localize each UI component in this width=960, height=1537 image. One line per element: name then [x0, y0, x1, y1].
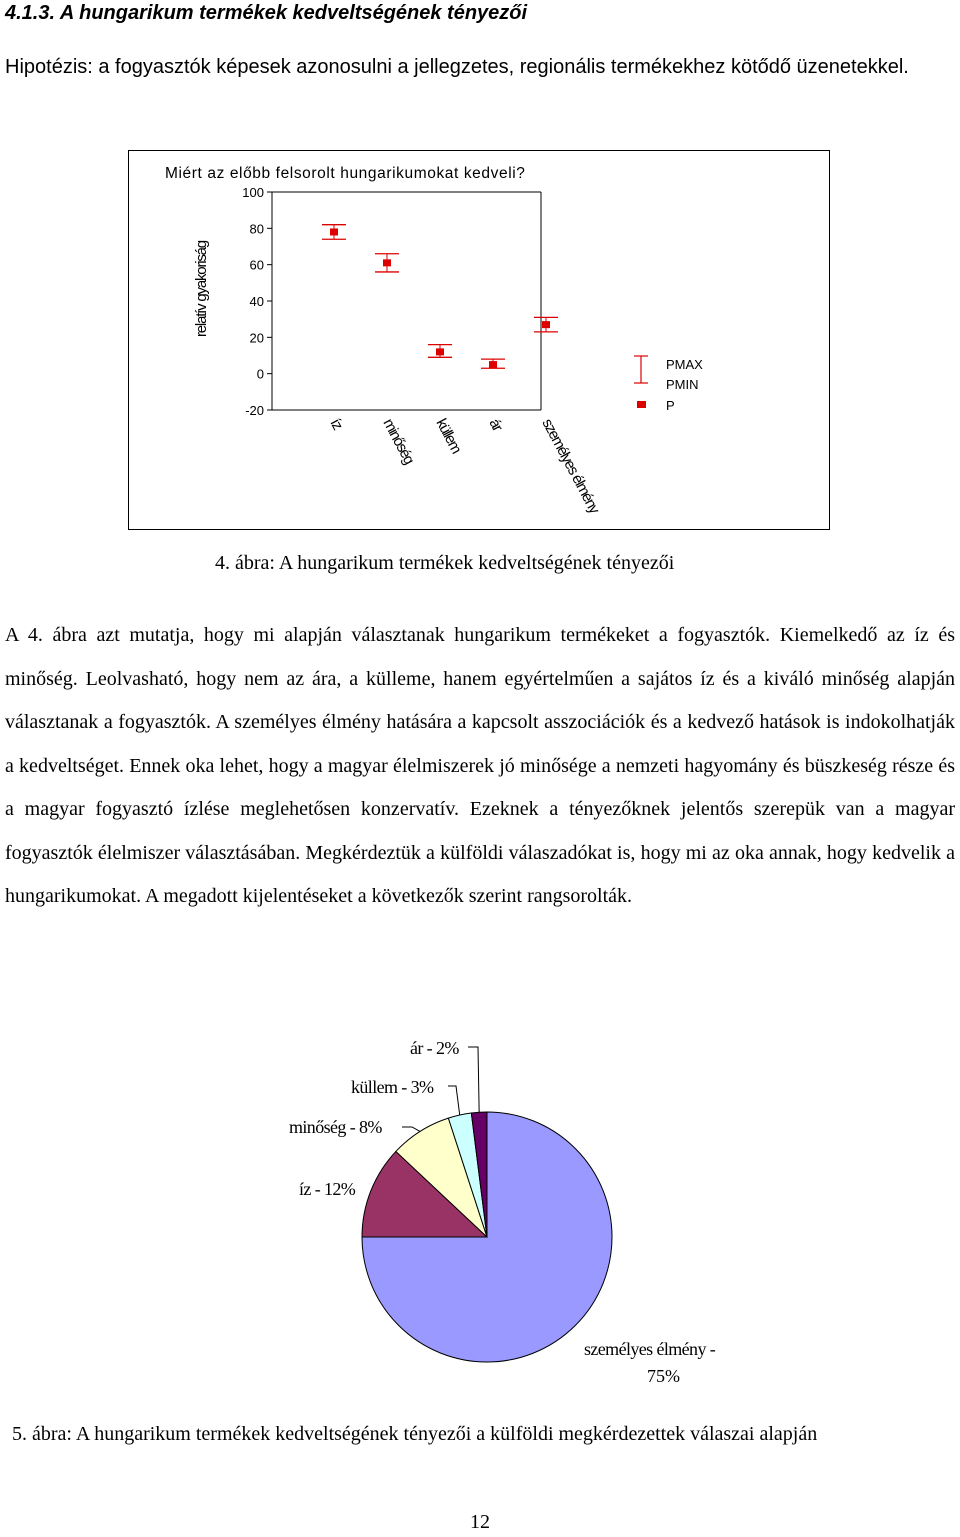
pie-leader-line — [468, 1047, 479, 1112]
legend-pmax: PMAX — [666, 357, 703, 372]
y-tick-label: 60 — [249, 257, 264, 273]
figure-4-caption: 4. ábra: A hungarikum termékek kedveltségének tényezői — [215, 552, 675, 574]
legend-pmin: PMIN — [666, 377, 699, 392]
pie-leader-line — [402, 1127, 420, 1131]
p-marker — [489, 361, 497, 368]
pie-label: személyes élmény - — [584, 1339, 716, 1359]
pie-label: 75% — [647, 1366, 680, 1386]
pie-label: küllem - 3% — [351, 1077, 434, 1097]
section-heading: 4.1.3. A hungarikum termékek kedveltségének tényezői — [5, 2, 528, 24]
x-category-label: ár — [485, 415, 506, 434]
y-tick-label: 20 — [249, 330, 264, 346]
range-chart-frame — [128, 150, 830, 530]
y-tick-label: -20 — [245, 403, 264, 418]
legend-p-marker — [637, 401, 646, 408]
x-category-label: személyes élmény — [538, 415, 603, 516]
pie-label: ár - 2% — [410, 1038, 459, 1058]
legend-p: P — [666, 398, 675, 413]
x-category-label: íz — [326, 415, 346, 433]
hypothesis-text: Hipotézis: a fogyasztók képesek azonosulni a jellegzetes, regionális termékekhez kötődő üzenetekkel. — [5, 56, 909, 78]
pie-label: íz - 12% — [299, 1179, 356, 1199]
range-chart — [129, 151, 831, 531]
p-marker — [436, 348, 444, 355]
x-category-label: minőség — [379, 415, 418, 467]
pie-chart — [0, 1025, 960, 1395]
p-marker — [383, 259, 391, 266]
y-axis-label: relatív gyakoriság — [193, 241, 210, 337]
y-tick-label: 80 — [249, 221, 264, 237]
body-paragraph: A 4. ábra azt mutatja, hogy mi alapján választanak hungarikum termékeket a fogyasztók. Kiemelkedő az íz és minőség. Leolvasható, hogy nem az ára, a külleme, hanem egyértelműen a sajátos íz és a kiváló minőség alapján választanak a fogyasztók. A személyes élmény hatására a kapcsolt asszociációk és a kedvező hatások is indokolhatják a kedveltséget. Ennek oka lehet, hogy a magyar élelmiszerek jó minősége a nemzeti hagyomány és büszkeség része és a magyar fogyasztó ízlése meglehetősen konzervatív. Ezeknek a tényezőknek jelentős szerepük van a magyar fogyasztók élelmiszer választásában. Megkérdeztük a külföldi válaszadókat is, hogy mi az oka annak, hogy kedvelik a hungarikumokat. A megadott kijelentéseket a következők szerint rangsorolták. — [5, 624, 955, 907]
y-tick-label: 0 — [256, 366, 264, 382]
p-marker — [330, 228, 338, 235]
pie-label: minőség - 8% — [289, 1117, 382, 1137]
y-tick-label: 40 — [249, 294, 264, 309]
x-category-label: küllem — [432, 415, 465, 456]
pie-leader-line — [448, 1086, 460, 1115]
y-tick-label: 100 — [242, 185, 264, 200]
chart-title: Miért az előbb felsorolt hungarikumokat kedveli? — [165, 165, 526, 182]
page-number: 12 — [470, 1511, 490, 1533]
p-marker — [542, 321, 550, 328]
figure-5-caption: 5. ábra: A hungarikum termékek kedveltségének tényezői a külföldi megkérdezettek válaszai alapján — [12, 1423, 818, 1445]
